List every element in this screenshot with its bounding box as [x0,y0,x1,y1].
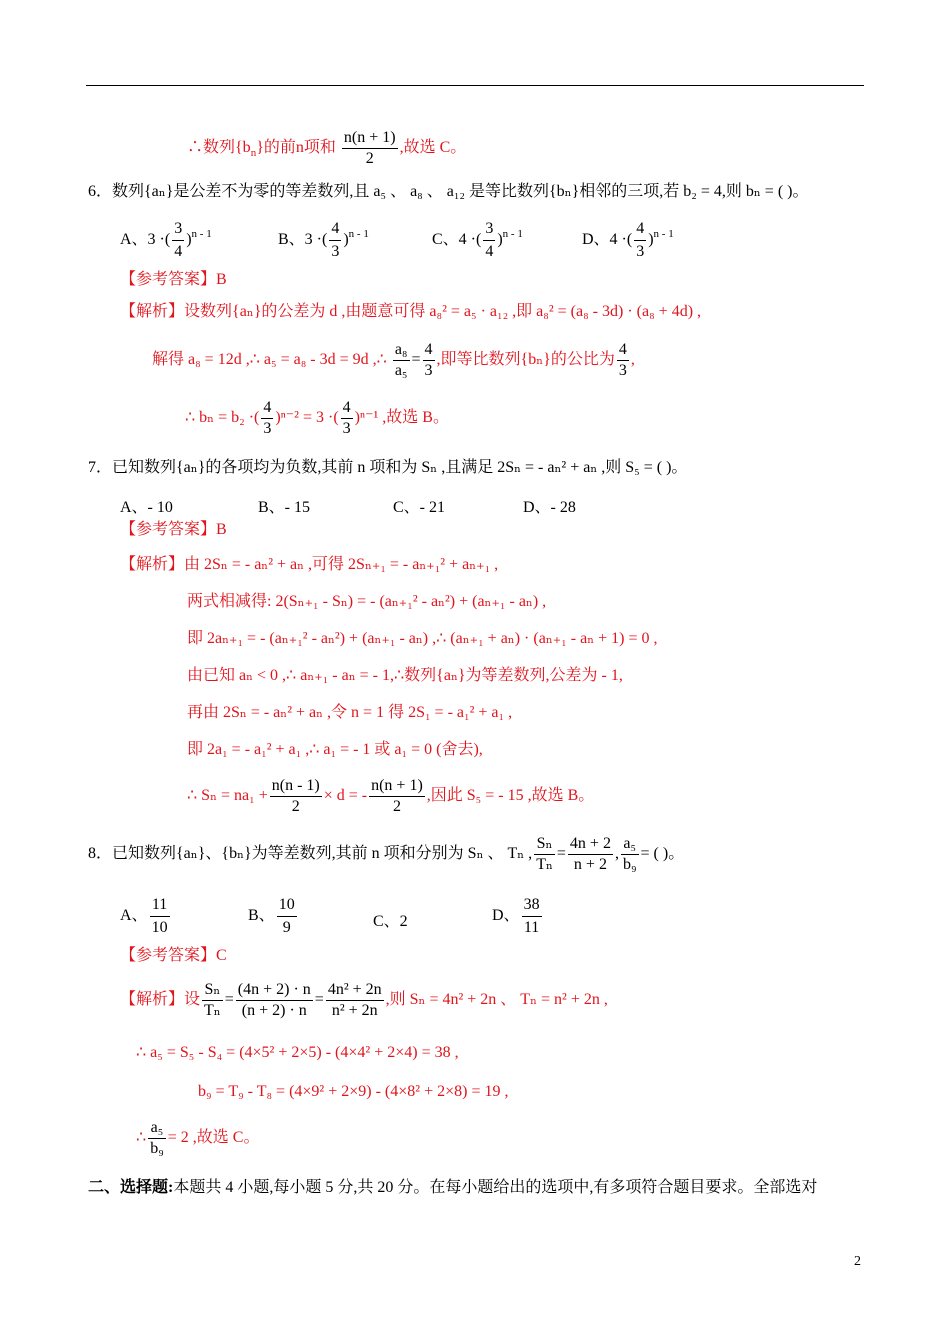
q8-analysis-2: ∴ a₅ = S₅ - S₄ = (4×5² + 2×5) - (4×4² + 2×4) = 38 , [136,1044,459,1061]
q8-analysis-4: ∴ $\frac{\text{a₅}}{\text{b₉}}$ = 2 ,故选 C。 [136,1119,260,1157]
q7-answer: 【参考答案】B [120,521,227,538]
q5-sum-fraction: $\frac{n(n + 1)}{2}$ [343,129,396,167]
q7-option-a: A、- 10 [120,499,173,516]
q6-option-b: B、3 ·( $\frac{4}{3}$ )$^{n - 1}$ [278,220,369,260]
q7-analysis-7: ∴ Sₙ = na₁ + $\frac{n(n - 1)}{2}$ × d = - $\frac{n(n + 1)}{2}$ ,因此 S₅ = - 15 ,故选 B。 [187,777,595,815]
q7-analysis-3: 即 2aₙ₊₁ = - (aₙ₊₁² - aₙ²) + (aₙ₊₁ - aₙ) ,∴ (aₙ₊₁ + aₙ) · (aₙ₊₁ - aₙ + 1) = 0 , [187,630,658,647]
q7-analysis-1: 【解析】由 2Sₙ = - aₙ² + aₙ ,可得 2Sₙ₊₁ = - aₙ₊₁² + aₙ₊₁ , [120,556,499,573]
header-rule [86,85,864,86]
q8-stem: 8．已知数列{aₙ}、{bₙ}为等差数列,其前 n 项和分别为 Sₙ 、 Tₙ , $\frac{\text{Sₙ}}{\text{Tₙ}}$ = $\frac{4n + 2}{n + 2}$ , $\frac{\text{a₅}}{\text{b₉}}$ = ( )。 [88,835,685,873]
q6-option-c: C、4 ·( $\frac{3}{4}$ )$^{n - 1}$ [432,220,523,260]
q7-analysis-6: 即 2a₁ = - a₁² + a₁ ,∴ a₁ = - 1 或 a₁ = 0 (舍去), [187,741,483,758]
q7-option-c: C、- 21 [393,499,446,516]
page-number: 2 [854,1254,861,1269]
q6-answer: 【参考答案】B [120,271,227,288]
q8-option-a: A、 $\frac{11}{10}$ [120,896,168,936]
q8-option-c: C、2 [373,913,408,930]
q7-stem: 7．已知数列{aₙ}的各项均为负数,其前 n 项和为 Sₙ ,且满足 2Sₙ = - aₙ² + aₙ ,则 S₅ = ( )。 [88,459,688,476]
q8-analysis-1: 【解析】设 $\frac{\text{Sₙ}}{\text{Tₙ}}$ = $\frac{(4n + 2) \cdot n}{(n + 2) \cdot n}$ = $\frac{\text{4n² + 2n}}{\text{n² + 2n}}$ ,则 Sₙ = 4n² + 2n 、 Tₙ = n² + 2n , [120,981,608,1019]
q6-option-a: A、3 ·( $\frac{3}{4}$ )$^{n - 1}$ [120,220,212,260]
q7-analysis-4: 由已知 aₙ < 0 ,∴ aₙ₊₁ - aₙ = - 1,∴数列{aₙ}为等差数列,公差为 - 1, [187,667,623,684]
q7-option-d: D、- 28 [523,499,576,516]
q6-analysis-3: ∴ bₙ = b₂ ·( $\frac{4}{3}$ )ⁿ⁻² = 3 ·( $\frac{4}{3}$ )ⁿ⁻¹ ,故选 B。 [185,399,449,437]
q7-analysis-5: 再由 2Sₙ = - aₙ² + aₙ ,令 n = 1 得 2S₁ = - a₁² + a₁ , [187,704,513,721]
q6-stem: 6．数列{aₙ}是公差不为零的等差数列,且 a₅ 、 a₈ 、 a₁₂ 是等比数列{bₙ}相邻的三项,若 b₂ = 4,则 bₙ = ( )。 [88,183,809,200]
q8-answer: 【参考答案】C [120,947,227,964]
q6-analysis-2: 解得 a₈ = 12d ,∴ a₅ = a₈ - 3d = 9d ,∴ $\frac{\text{a₈}}{\text{a₅}}$ = $\frac{4}{3}$ ,即等比数列{bₙ}的公比为 $\frac{4}{3}$ , [152,341,635,379]
q6-analysis-1: 【解析】设数列{aₙ}的公差为 d ,由题意可得 a₈² = a₅ · a₁₂ ,即 a₈² = (a₈ - 3d) · (a₈ + 4d) , [120,303,702,320]
q7-analysis-2: 两式相减得: 2(Sₙ₊₁ - Sₙ) = - (aₙ₊₁² - aₙ²) + (aₙ₊₁ - aₙ) , [187,593,547,610]
q6-option-d: D、4 ·( $\frac{4}{3}$ )$^{n - 1}$ [582,220,674,260]
q8-option-b: B、 $\frac{10}{9}$ [248,896,295,936]
section2-header: 二、选择题:本题共 4 小题,每小题 5 分,共 20 分。在每小题给出的选项中,有多项符合题目要求。全部选对 [88,1179,818,1196]
q7-option-b: B、- 15 [258,499,311,516]
q5-conclusion: ∴数列$\{b_n\}$的前n项和 $\frac{n(n + 1)}{2}$ ,故选 C。 [187,129,467,167]
q8-analysis-3: b₉ = T₉ - T₈ = (4×9² + 2×9) - (4×8² + 2×8) = 19 , [198,1083,509,1100]
q8-option-d: D、 $\frac{38}{11}$ [492,896,540,936]
